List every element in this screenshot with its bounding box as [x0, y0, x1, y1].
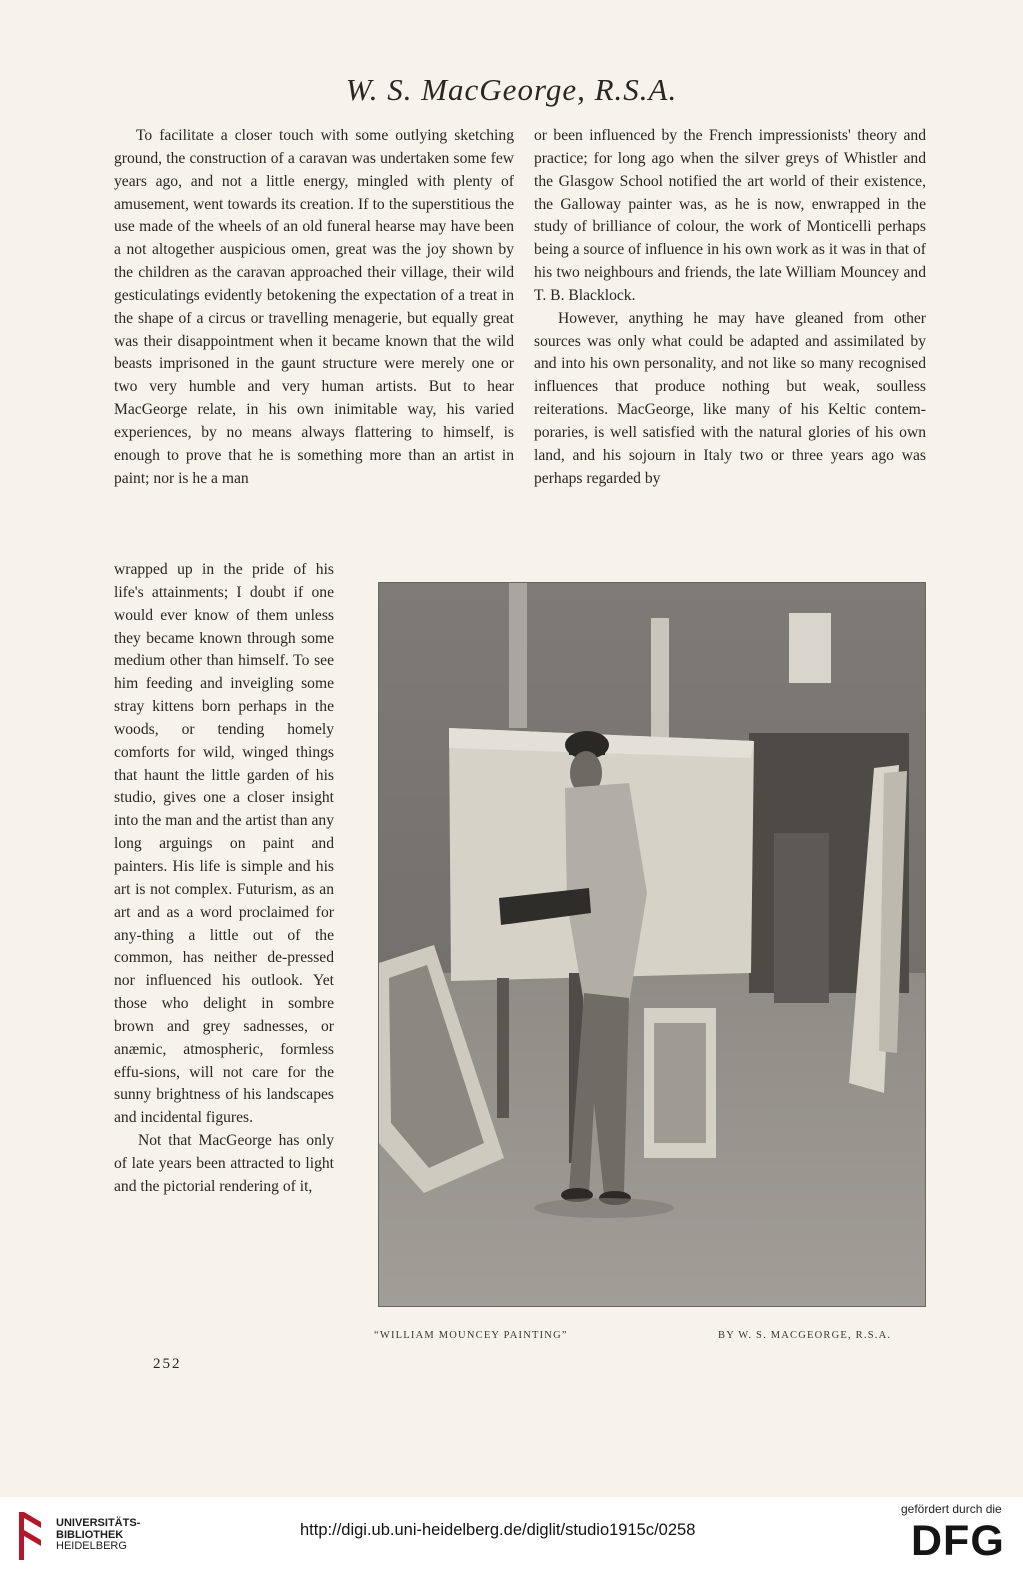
painting-illustration — [378, 582, 926, 1307]
paragraph: However, anything he may have gleaned from other sources was only what could be adapted and assimilated by and into his own personality, and not like so many recognised influences that produce nothing but weak, soulless reiterations. MacGeorge, like many of his Keltic contem-poraries, is well satisfied with the natural glories of his own land, and his sojourn in Italy two or three years ago was perhaps regarded by — [534, 309, 926, 487]
source-url-link[interactable]: http://digi.ub.uni-heidelberg.de/diglit/studio1915c/0258 — [300, 1521, 696, 1539]
paragraph: or been influenced by the French impressionists' theory and practice; for long ago when the silver greys of Whistler and the Glasgow School notified the art world of their existence, the Galloway painter was, as he is now, enwrapped in the study of brilliance of colour, the work of Monticelli perhaps being a source of influence in his own work as it was in that of his two neighbours and friends, the late William Mouncey and T. B. Blacklock. — [534, 127, 926, 304]
paragraph: Not that MacGeorge has only of late years been attracted to light and the pictorial rendering of it, — [114, 1132, 334, 1195]
page-title: W. S. MacGeorge, R.S.A. — [345, 72, 678, 107]
dfg-logo: DFG — [911, 1517, 1005, 1565]
left-column-top — [114, 125, 514, 491]
paragraph: To facilitate a closer touch with some outlying sketching ground, the construction of a caravan was undertaken some few years ago, and not a little energy, mingled with plenty of amusement, went towards its creation. If to the superstitious the use made of the wheels of an old funeral hearse may have been a not altogether auspicious omen, great was the joy shown by the children as the caravan approached their village, their wild gesticulatings evidently betokening the expectation of a treat in the shape of a circus or travelling menagerie, but equally great was their disappointment when it became known that the wild beasts imprisoned in the gaunt structure were merely one or two very humble and very human artists. But to hear MacGeorge relate, in his own inimitable way, his varied experiences, by no means always flattering to himself, is enough to prove that he is something more than an artist in paint; nor is he a man — [114, 127, 514, 487]
page-number: 252 — [153, 1356, 182, 1372]
figure-caption-title: “WILLIAM MOUNCEY PAINTING” — [374, 1330, 568, 1341]
library-name — [56, 1518, 140, 1553]
paragraph: wrapped up in the pride of his life's attainments; I doubt if one would ever know of them unless they became known through some medium other than himself. To see him feeding and inveigling some stray kittens born perhaps in the woods, or tending homely comforts for wild, winged things that haunt the little garden of his studio, gives one a closer insight into the man and the artist than any long arguings on paint and painters. His life is simple and his art is not complex. Futurism, as an art and as a word proclaimed for any-thing a little out of the common, has neither de-pressed nor influenced his outlook. Yet those who delight in sombre brown and grey sadnesses, or anæmic, atmospheric, formless effu-sions, will not care for the sunny brightness of his landscapes and incidental figures. — [114, 561, 334, 1127]
right-column-top — [534, 125, 926, 491]
library-logo-icon — [17, 1508, 43, 1564]
library-line: UNIVERSITÄTS- — [56, 1517, 141, 1529]
funded-by-label: gefördert durch die — [901, 1502, 1002, 1516]
library-line: HEIDELBERG — [56, 1540, 127, 1552]
left-column-narrow — [114, 559, 334, 1199]
library-line: BIBLIOTHEK — [56, 1528, 124, 1541]
painting-artwork — [379, 583, 925, 1306]
digital-library-footer — [0, 1497, 1023, 1574]
figure-caption-credit: BY W. S. MACGEORGE, R.S.A. — [718, 1330, 892, 1341]
